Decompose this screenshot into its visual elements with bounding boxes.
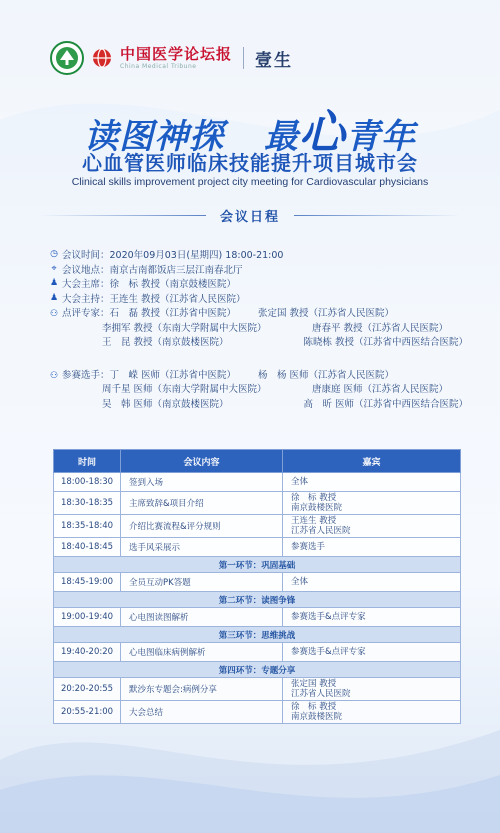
phase-row xyxy=(54,592,461,608)
header-content: 会议内容 xyxy=(121,450,283,473)
guest-org: 江苏省人民医院 xyxy=(291,689,351,699)
section-label: 会议日程 xyxy=(220,209,281,225)
header-time: 时间 xyxy=(54,450,121,473)
row-guest: 全体 xyxy=(283,473,461,492)
row-guest: 全体 xyxy=(283,573,461,592)
row-activity: 大会总结 xyxy=(121,701,283,724)
row-activity: 全员互动PK答题 xyxy=(121,573,283,592)
table-row xyxy=(54,701,461,724)
row-activity: 心电图读图解析 xyxy=(121,608,283,627)
subtitle: 心血管医师临床技能提升项目城市会 xyxy=(82,151,418,175)
guest-name: 徐 标 教授 xyxy=(291,702,337,712)
phase-row xyxy=(54,627,461,643)
reviewer-name: 石 磊 教授（江苏省中医院） xyxy=(109,308,237,320)
header-guest: 嘉宾 xyxy=(283,450,461,473)
phase-label: 第四环节：专题分享 xyxy=(54,662,461,678)
phase-row xyxy=(54,557,461,573)
person-icon: ♟ xyxy=(49,278,59,289)
row-activity: 心电图临床病例解析 xyxy=(121,643,283,662)
row-guest: 参赛选手&点评专家 xyxy=(283,608,461,627)
row-time: 20:20-20:55 xyxy=(54,678,121,701)
reviewers-label: 点评专家： xyxy=(62,308,110,320)
row-time: 20:55-21:00 xyxy=(54,701,121,724)
header-logos xyxy=(50,40,293,76)
row-time: 18:00-18:30 xyxy=(54,473,121,492)
info-place-text: 会议地点：南京古南都饭店三层江南春北厅 xyxy=(62,264,243,276)
brand-en-name: China Medical Tribune xyxy=(120,62,197,70)
row-time: 18:30-18:35 xyxy=(54,492,121,515)
info-time xyxy=(48,247,468,262)
player-row xyxy=(48,396,468,411)
guest-name: 徐 标 教授 xyxy=(291,493,337,503)
row-time: 19:40-20:20 xyxy=(54,643,121,662)
guest-org: 南京鼓楼医院 xyxy=(291,712,343,722)
guest-org: 江苏省人民医院 xyxy=(291,526,351,536)
phase-label: 第一环节：巩固基础 xyxy=(54,557,461,573)
main-title-part-a: 读图神探 xyxy=(84,117,225,157)
main-title-heart: 心 xyxy=(298,105,346,159)
player-name: 杨 杨 医师（江苏省人民医院） xyxy=(258,369,395,381)
info-time-text: 会议时间：2020年09月03日(星期四) 18:00-21:00 xyxy=(62,250,284,262)
table-row xyxy=(54,643,461,662)
reviewer-name: 张定国 教授（江苏省人民医院） xyxy=(258,308,395,320)
player-name: 高 昕 医师（江苏省中西医结合医院） xyxy=(303,398,468,410)
row-activity: 介绍比赛流程&评分规则 xyxy=(121,515,283,538)
row-time: 18:40-18:45 xyxy=(54,538,121,557)
player-row xyxy=(48,381,468,396)
players-label: 参赛选手： xyxy=(62,369,110,381)
reviewer-row xyxy=(48,320,468,335)
main-title-part-b: 最 xyxy=(263,117,299,157)
section-line-right xyxy=(294,215,460,216)
schedule-table xyxy=(53,449,461,724)
info-host xyxy=(48,291,468,306)
reviewer-name: 唐春平 教授（江苏省人民医院） xyxy=(312,322,449,334)
association-seal-icon xyxy=(50,41,84,75)
row-activity: 主席致辞&项目介绍 xyxy=(121,492,283,515)
row-time: 18:45-19:00 xyxy=(54,573,121,592)
person-icon: ♟ xyxy=(49,292,59,303)
player-name: 吴 韩 医师（南京鼓楼医院） xyxy=(102,398,229,410)
table-header-row xyxy=(54,450,461,473)
meeting-info xyxy=(48,247,468,410)
info-chair xyxy=(48,276,468,291)
table-row xyxy=(54,608,461,627)
table-row xyxy=(54,538,461,557)
guest-name: 王连生 教授 xyxy=(291,516,337,526)
brand-divider xyxy=(243,47,244,69)
brand-cn-name: 中国医学论坛报 xyxy=(120,44,233,63)
guest-org: 南京鼓楼医院 xyxy=(291,503,343,513)
main-title-part-d: 青年 xyxy=(345,117,416,157)
reviewer-name: 李拥军 教授（东南大学附属中大医院） xyxy=(102,322,267,334)
row-guest: 参赛选手 xyxy=(283,538,461,557)
player-name: 丁 嵘 医师（江苏省中医院） xyxy=(109,369,237,381)
reviewer-row xyxy=(48,334,468,349)
player-row xyxy=(48,367,468,382)
table-row xyxy=(54,473,461,492)
table-row xyxy=(54,678,461,701)
player-name: 唐康庭 医师（江苏省人民医院） xyxy=(312,384,449,396)
info-place xyxy=(48,262,468,277)
row-guest: 参赛选手&点评专家 xyxy=(283,643,461,662)
row-time: 19:00-19:40 xyxy=(54,608,121,627)
reviewer-name: 陈晓栋 教授（江苏省中西医结合医院） xyxy=(303,337,468,349)
english-subtitle: Clinical skills improvement project city meeting for Cardiovascular physicians xyxy=(71,176,429,188)
brand-cmt xyxy=(120,44,233,70)
phase-label: 第二环节：读图争锋 xyxy=(54,592,461,608)
player-name: 周千星 医师（东南大学附属中大医院） xyxy=(102,384,267,396)
row-guest xyxy=(283,701,461,724)
table-row xyxy=(54,573,461,592)
people-icon: ⚇ xyxy=(49,370,59,381)
row-guest xyxy=(283,678,461,701)
row-activity: 选手风采展示 xyxy=(121,538,283,557)
row-guest xyxy=(283,492,461,515)
row-activity: 默沙东专题会:病例分享 xyxy=(121,678,283,701)
section-header xyxy=(40,204,460,226)
brand-yisheng: 壹生 xyxy=(255,50,294,71)
reviewer-row xyxy=(48,305,468,320)
guest-name: 张定国 教授 xyxy=(291,679,337,689)
people-icon: ⚇ xyxy=(49,309,59,320)
section-line-left xyxy=(40,215,206,216)
reviewer-name: 王 昆 教授（南京鼓楼医院） xyxy=(102,337,229,349)
globe-icon xyxy=(92,48,112,68)
row-time: 18:35-18:40 xyxy=(54,515,121,538)
info-host-text: 大会主持：王连生 教授（江苏省人民医院） xyxy=(62,293,246,305)
row-guest xyxy=(283,515,461,538)
phase-row xyxy=(54,662,461,678)
info-spacer xyxy=(48,349,468,367)
clock-icon: ◷ xyxy=(50,249,58,260)
info-chair-text: 大会主席：徐 标 教授（南京鼓楼医院） xyxy=(62,279,237,291)
table-row xyxy=(54,515,461,538)
row-activity: 签到入场 xyxy=(121,473,283,492)
location-pin-icon: ⌖ xyxy=(51,263,57,274)
phase-label: 第三环节：思维挑战 xyxy=(54,627,461,643)
table-row xyxy=(54,492,461,515)
